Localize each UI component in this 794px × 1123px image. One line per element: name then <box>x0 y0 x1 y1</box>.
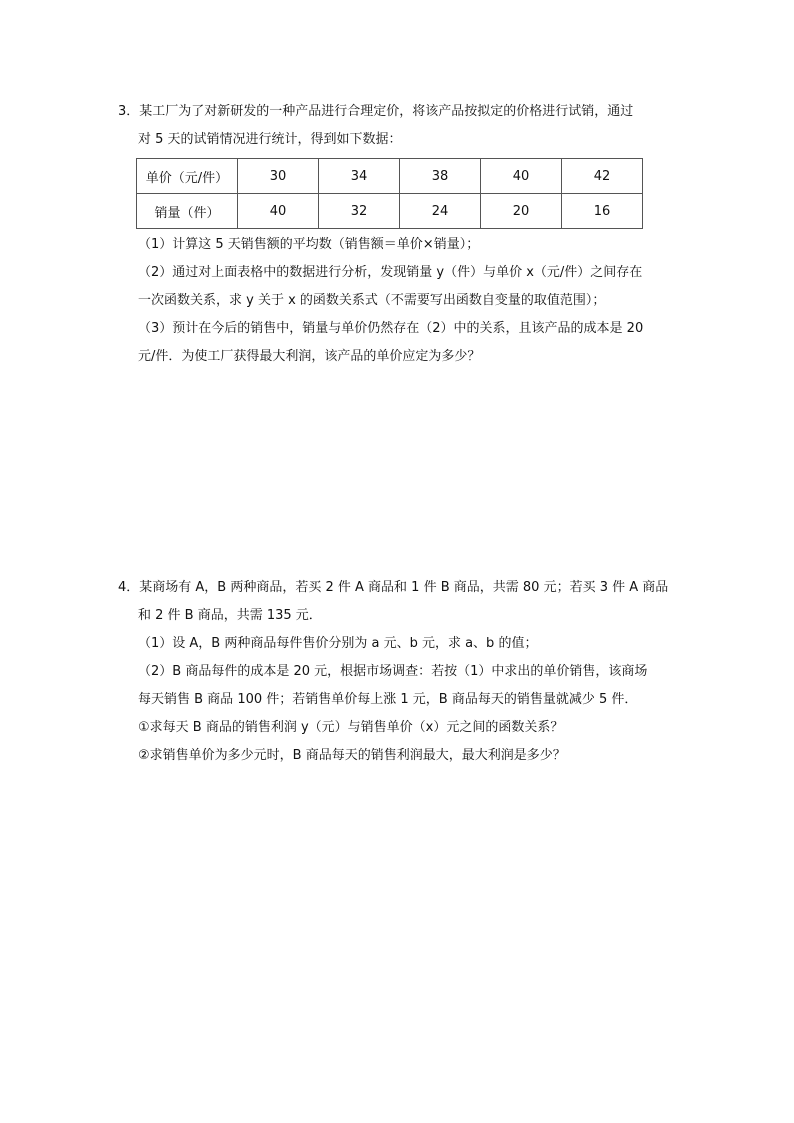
table-cell: 42 <box>562 159 643 194</box>
table-header-price: 单价（元/件） <box>137 159 238 194</box>
problem-3-question-2-line-1: （2）通过对上面表格中的数据进行分析，发现销量 y（件）与单价 x（元/件）之间存在 <box>138 265 643 280</box>
table-cell: 24 <box>400 194 481 229</box>
table-row-price <box>137 159 643 194</box>
table-cell: 32 <box>319 194 400 229</box>
problem-4-question-1: （1）设 A，B 两种商品每件售价分别为 a 元、b 元，求 a、b 的值； <box>138 636 538 651</box>
table-row-quantity <box>137 194 643 229</box>
problem-4-stem-line-1: 4．某商场有 A，B 两种商品，若买 2 件 A 商品和 1 件 B 商品，共需 80 元；若买 3 件 A 商品 <box>118 580 669 595</box>
problem-3-stem-line-1: 3．某工厂为了对新研发的一种产品进行合理定价，将该产品按拟定的价格进行试销，通过 <box>118 104 634 119</box>
problem-4-stem-line-2: 和 2 件 B 商品，共需 135 元． <box>138 608 322 623</box>
table-cell: 20 <box>481 194 562 229</box>
table-cell: 40 <box>481 159 562 194</box>
sales-data-table <box>136 158 643 229</box>
table-cell: 16 <box>562 194 643 229</box>
table-cell: 38 <box>400 159 481 194</box>
problem-4 <box>118 574 678 770</box>
problem-3-question-3-line-2: 元/件．为使工厂获得最大利润，该产品的单价应定为多少？ <box>138 349 481 364</box>
problem-3-question-2-line-2: 一次函数关系，求 y 关于 x 的函数关系式（不需要写出函数自变量的取值范围）； <box>138 293 606 308</box>
problem-4-question-2-part-a: ①求每天 B 商品的销售利润 y（元）与销售单价（x）元之间的函数关系？ <box>138 720 564 735</box>
table-cell: 40 <box>238 194 319 229</box>
problem-4-question-2-line-2: 每天销售 B 商品 100 件；若销售单价每上涨 1 元，B 商品每天的销售量就减少 5 件． <box>138 692 638 707</box>
problem-4-question-2-line-1: （2）B 商品每件的成本是 20 元，根据市场调查：若按（1）中求出的单价销售，该商场 <box>138 664 648 679</box>
table-cell: 30 <box>238 159 319 194</box>
table-header-quantity: 销量（件） <box>137 194 238 229</box>
problem-3-question-3-line-1: （3）预计在今后的销售中，销量与单价仍然存在（2）中的关系，且该产品的成本是 20 <box>138 321 644 336</box>
problem-4-question-2-part-b: ②求销售单价为多少元时，B 商品每天的销售利润最大，最大利润是多少？ <box>138 748 566 763</box>
problem-3-stem-line-2: 对 5 天的试销情况进行统计，得到如下数据： <box>138 132 402 147</box>
problem-3-question-1: （1）计算这 5 天销售额的平均数（销售额＝单价×销量）； <box>138 237 480 252</box>
table-cell: 34 <box>319 159 400 194</box>
problem-3 <box>118 98 678 371</box>
